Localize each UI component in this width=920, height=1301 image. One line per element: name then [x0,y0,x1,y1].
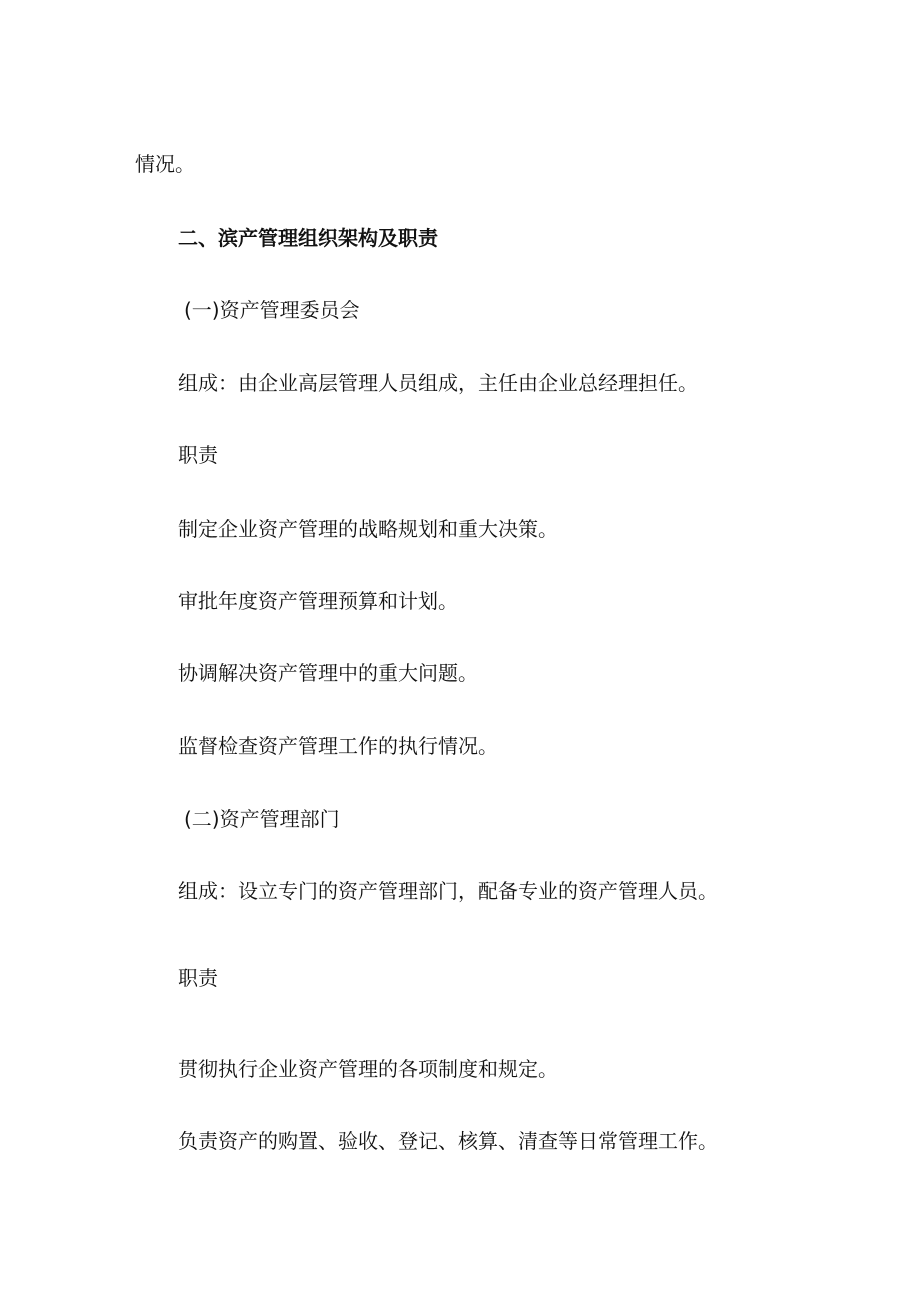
committee-duty-item: 审批年度资产管理预算和计划。 [178,589,458,613]
department-duties-label: 职责 [178,966,218,990]
subsection-heading-committee: (一)资产管理委员会 [184,298,360,322]
committee-duties-label: 职责 [178,443,218,467]
committee-duty-item: 监督检查资产管理工作的执行情况。 [178,734,498,758]
department-duty-item: 负责资产的购置、验收、登记、核算、清查等日常管理工作。 [178,1129,718,1153]
department-composition: 组成：设立专门的资产管理部门，配备专业的资产管理人员。 [178,879,718,903]
subsection-heading-department: (二)资产管理部门 [184,807,340,831]
committee-duty-item: 制定企业资产管理的战略规划和重大决策。 [178,517,558,541]
paragraph-continuation: 情况。 [135,152,195,176]
section-heading: 二、滨产管理组织架构及职责 [178,226,438,250]
committee-duty-item: 协调解决资产管理中的重大问题。 [178,661,478,685]
committee-composition: 组成：由企业高层管理人员组成，主任由企业总经理担任。 [178,371,698,395]
department-duty-item: 贯彻执行企业资产管理的各项制度和规定。 [178,1057,558,1081]
